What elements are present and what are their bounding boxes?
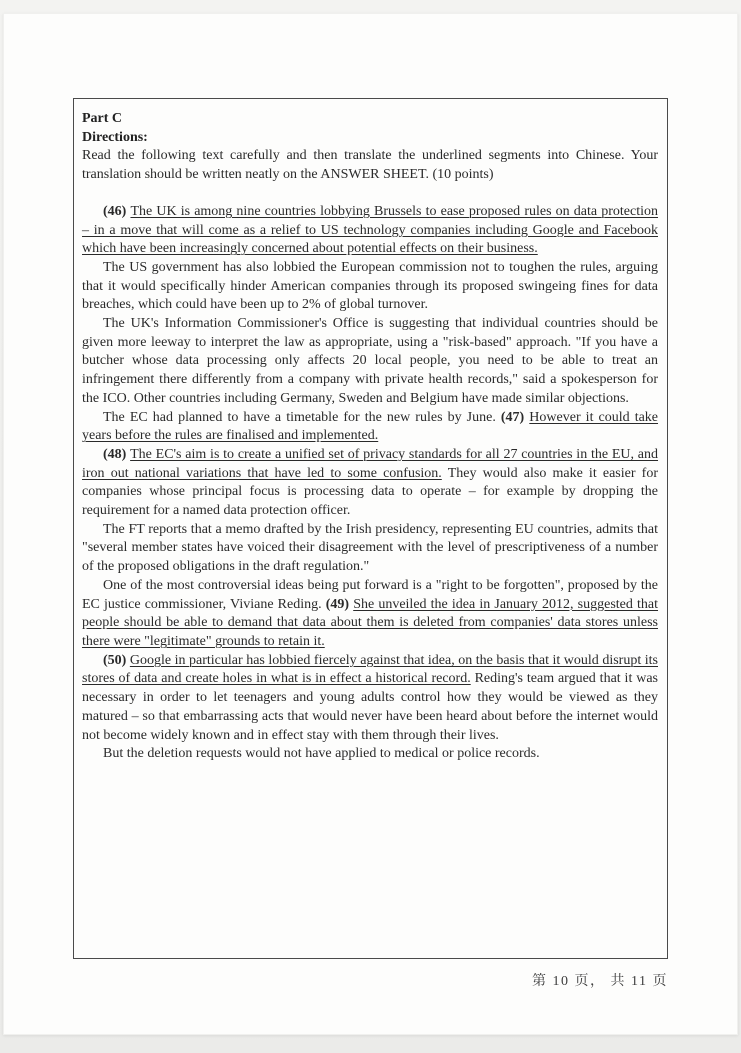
passage-paragraph	[82, 259, 658, 315]
question-number-49: (49)	[325, 596, 354, 612]
exam-sheet	[3, 13, 738, 1035]
paragraph-text: One of the most controversial ideas being put forward is a "right to be forgotten", proposed by the EC justice commissioner, Viviane Reding.	[82, 577, 658, 612]
passage-paragraph-47	[82, 409, 658, 446]
passage-paragraph-48	[82, 446, 658, 521]
underlined-segment-47: However it could take years before the rules are finalised and implemented.	[82, 409, 659, 444]
question-number-50: (50)	[103, 652, 130, 668]
underlined-segment-50: Google in particular has lobbied fiercely against that idea, on the basis that it would disrupt its stores of data and create holes in what is in effect a historical record.	[82, 652, 658, 687]
page-footer: 第 10 页， 共 11 页	[532, 974, 668, 989]
directions-text: Read the following text carefully and then translate the underlined segments into Chinese. Your translation should be written neatly on the ANSWER SHEET. (10 points)	[82, 148, 658, 183]
passage-paragraph-49	[82, 577, 658, 652]
paragraph-text: They would also make it easier for companies whose principal focus is processing data to operate – for example by dropping the requirement for a named data protection officer.	[82, 465, 658, 519]
passage-paragraph	[82, 745, 658, 764]
passage-paragraph-50	[82, 652, 658, 746]
paragraph-text: The UK's Information Commissioner's Office is suggesting that individual countries should be given more leeway to interpret the law as appropriate, using a "risk-based" approach. "If you have a butcher whose data processing only affects 20 local people, you need to be able to treat an infringement there differently from a company with private health records," said a spokesperson for the ICO. Other countries including Germany, Sweden and Belgium have made similar objections.	[82, 316, 658, 406]
passage-paragraph-46	[82, 203, 658, 259]
passage-paragraph	[82, 521, 658, 577]
question-number-48: (48)	[103, 446, 131, 462]
passage-paragraph	[82, 315, 658, 409]
underlined-segment-48: The EC's aim is to create a unified set of privacy standards for all 27 countries in the EU, and iron out national variations that have led to some confusion.	[82, 446, 659, 481]
underlined-segment-49: She unveiled the idea in January 2012, suggested that people should be able to demand that data about them is deleted from companies' data stores unless there were "legitimate" grounds to retain it.	[82, 596, 659, 649]
content-box	[73, 98, 668, 959]
paragraph-text: But the deletion requests would not have applied to medical or police records.	[103, 746, 540, 762]
paragraph-text: The EC had planned to have a timetable for the new rules by June.	[103, 409, 501, 425]
paragraph-text: The FT reports that a memo drafted by the Irish presidency, representing EU countries, admits that "several member states have voiced their disagreement with the level of prescriptiveness of a number of the proposed obligations in the draft regulation."	[82, 521, 658, 575]
question-number-47: (47)	[500, 409, 530, 425]
directions-label: Directions:	[82, 129, 148, 145]
paragraph-text: Reding's team argued that it was necessary in order to let teenagers and young adults control how they would be viewed as they matured – so that embarrassing acts that would never have been heard about before the internet would not become widely known and in effect stay with them through their lives.	[82, 671, 658, 743]
underlined-segment-46: The UK is among nine countries lobbying Brussels to ease proposed rules on data protection – in a move that will come as a relief to US technology companies including Google and Facebook which have been increasingly concerned about potential effects on their business.	[82, 203, 659, 257]
part-title: Part C	[82, 111, 123, 126]
paragraph-text: The US government has also lobbied the European commission not to toughen the rules, arguing that it would specifically hinder American companies through its proposed swingeing fines for data breaches, which could have been up to 2% of global turnover.	[82, 259, 658, 313]
question-number-46: (46)	[103, 203, 131, 219]
